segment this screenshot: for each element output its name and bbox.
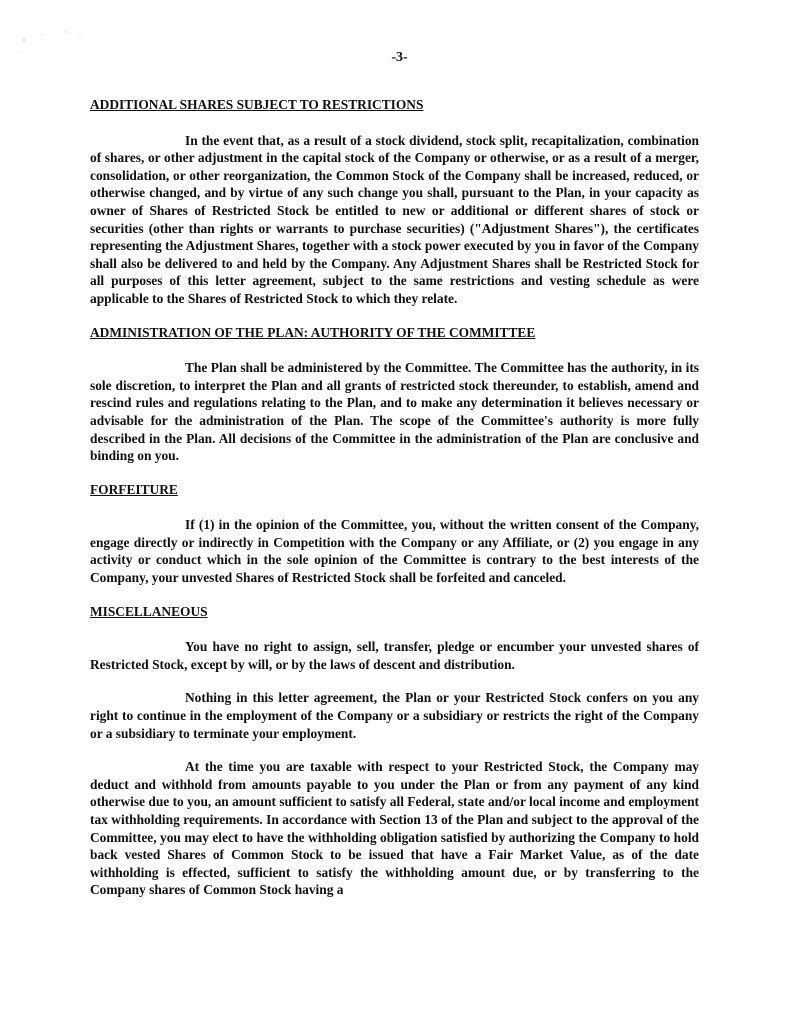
section-paragraph: Nothing in this letter agreement, the Plan or your Restricted Stock confers on you any right to continue in the employment of the Company or a subsidiary or restricts the right of the Company or a subsidiary to terminate your employment.	[90, 690, 699, 741]
section-heading: FORFEITURE	[90, 481, 178, 497]
section-heading: MISCELLANEOUS	[90, 603, 208, 619]
section-paragraph: If (1) in the opinion of the Committee, you, without the written consent of the Company, engage directly or indirectly in Competition with the Company or any Affiliate, or (2) you engage in any activity or conduct which in the sole opinion of the Committee is contrary to the best interests of the Company, your unvested Shares of Restricted Stock shall be forfeited and canceled.	[90, 517, 699, 586]
section-paragraph: The Plan shall be administered by the Committee. The Committee has the authority, in its sole discretion, to interpret the Plan and all grants of restricted stock thereunder, to establish, amend and rescind rules and regulations relating to the Plan, and to make any determination it believes necessary or advisable for the administration of the Plan. The scope of the Committee's authority is more fully described in the Plan. All decisions of the Committee in the administration of the Plan are conclusive and binding on you.	[90, 360, 699, 464]
section-heading: ADDITIONAL SHARES SUBJECT TO RESTRICTIONS	[90, 97, 424, 112]
section-heading: ADMINISTRATION OF THE PLAN: AUTHORITY OF THE COMMITTEE	[90, 324, 536, 340]
document-body	[90, 96, 699, 899]
section-forfeiture	[90, 481, 699, 587]
section-administration	[90, 324, 699, 465]
section-additional-shares	[90, 96, 699, 308]
section-paragraph: In the event that, as a result of a stock dividend, stock split, recapitalization, combination of shares, or other adjustment in the capital stock of the Company or otherwise, or as a result of a merger, consolidation, or other reorganization, the Common Stock of the Company shall be increased, reduced, or otherwise changed, and by virtue of any such change you shall, pursuant to the Plan, in your capacity as owner of Shares of Restricted Stock be entitled to new or additional or different shares of stock or securities (other than rights or warrants to purchase securities) ("Adjustment Shares"), the certificates representing the Adjustment Shares, together with a stock power executed by you in favor of the Company shall also be delivered to and held by the Company. Any Adjustment Shares shall be Restricted Stock for all purposes of this letter agreement, subject to the same restrictions and vesting schedule as were applicable to the Shares of Restricted Stock to which they relate.	[90, 132, 699, 306]
page-number: -3-	[391, 50, 408, 65]
section-miscellaneous	[90, 603, 699, 899]
section-paragraph: At the time you are taxable with respect to your Restricted Stock, the Company may deduct and withhold from amounts payable to you under the Plan or from any payment of any kind otherwise due to you, an amount sufficient to satisfy all Federal, state and/or local income and employment tax withholding requirements. In accordance with Section 13 of the Plan and subject to the approval of the Committee, you may elect to have the withholding obligation satisfied by authorizing the Company to hold back vested Shares of Common Stock to be issued that have a Fair Market Value, as of the date withholding is effected, sufficient to satisfy the withholding amount due, or by transferring to the Company shares of Common Stock having a	[90, 759, 699, 898]
section-paragraph: You have no right to assign, sell, transfer, pledge or encumber your unvested shares of Restricted Stock, except by will, or by the laws of descent and distribution.	[90, 639, 699, 672]
